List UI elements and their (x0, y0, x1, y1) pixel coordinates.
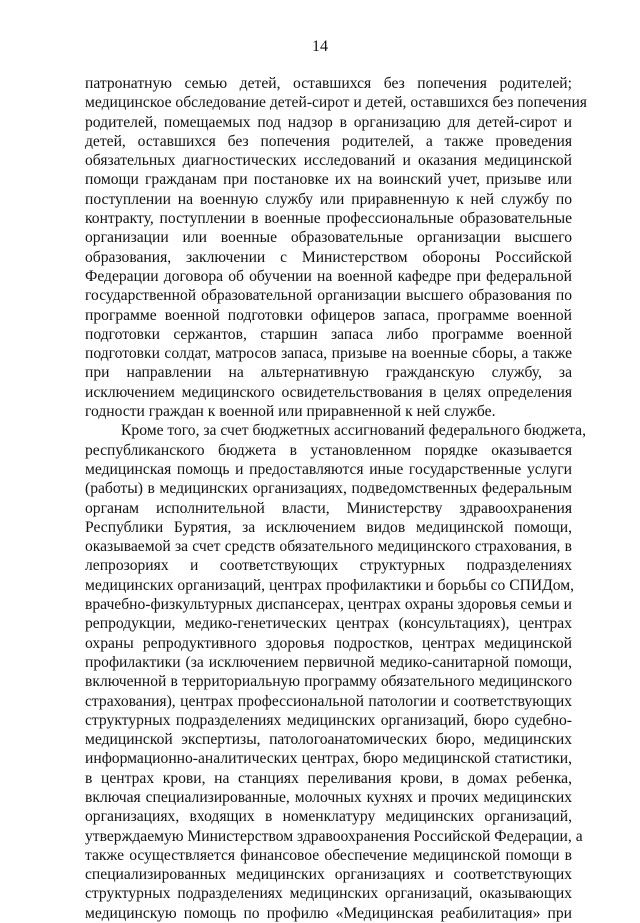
text-line: медицинскую помощь по профилю «Медицинская реабилитация» при (85, 904, 572, 922)
text-line: родителей, помещаемых под надзор в организацию для детей-сирот и (85, 113, 572, 131)
text-line: поступлении на военную службу или приравненную к ней службу по (85, 190, 572, 208)
text-line: репродукции, медико-генетических центрах (консультациях), центрах (85, 615, 572, 633)
text-line: организациях, входящих в номенклатуру медицинских организаций, (85, 808, 572, 826)
text-line: детей, оставшихся без попечения родителей, а также проведения (85, 132, 572, 150)
text-line: включая специализированные, молочных кухнях и прочих медицинских (85, 788, 572, 806)
text-line: программе военной подготовки офицеров запаса, программе военной (85, 306, 572, 324)
text-line: медицинской экспертизы, патологоанатомических бюро, медицинских (85, 731, 572, 749)
text-line: профилактики (за исключением первичной медико-санитарной помощи, (85, 653, 572, 671)
text-line: лепрозориях и соответствующих структурных подразделениях (85, 557, 572, 575)
text-line: информационно-аналитических центрах, бюро медицинской статистики, (85, 750, 572, 768)
text-line: (работы) в медицинских организациях, подведомственных федеральным (85, 480, 572, 498)
text-line: включенной в территориальную программу обязательного медицинского (85, 673, 572, 691)
paragraph-1 (85, 74, 587, 421)
text-line: медицинское обследование детей-сирот и детей, оставшихся без попечения (85, 94, 587, 112)
text-line: Кроме того, за счет бюджетных ассигнований федерального бюджета, (121, 422, 586, 440)
text-line: республиканского бюджета в установленном порядке оказывается (85, 441, 572, 459)
text-line: организации или военные образовательные организации высшего (85, 229, 572, 247)
document-body (85, 74, 587, 923)
paragraph-2 (85, 421, 586, 923)
text-line: органам исполнительной власти, Министерству здравоохранения (85, 499, 572, 517)
text-line: в центрах крови, на станциях переливания крови, в домах ребенка, (85, 769, 572, 787)
text-line: подготовки сержантов, старшин запаса либо программе военной (85, 325, 572, 343)
text-line: структурных подразделениях медицинских организаций, оказывающих (85, 885, 572, 903)
text-line: также осуществляется финансовое обеспечение медицинской помощи в (85, 846, 572, 864)
page-number: 14 (312, 38, 328, 55)
text-line: государственной образовательной организации высшего образования по (85, 287, 572, 305)
text-line: медицинских организаций, центрах профилактики и борьбы со СПИДом, (85, 576, 575, 594)
text-line: страхования), центрах профессиональной патологии и соответствующих (85, 692, 572, 710)
text-line: специализированных медицинских организациях и соответствующих (85, 866, 572, 884)
text-line: Федерации договора об обучении на военной кафедре при федеральной (85, 267, 572, 285)
text-line: подготовки солдат, матросов запаса, призыве на военные сборы, а также (85, 345, 572, 363)
text-line: образования, заключении с Министерством обороны Российской (85, 248, 572, 266)
text-line: охраны репродуктивного здоровья подростков, центрах медицинской (85, 634, 572, 652)
text-line: контракту, поступлении в военные профессиональные образовательные (85, 210, 572, 228)
text-line: оказываемой за счет средств обязательного медицинского страхования, в (85, 538, 572, 556)
text-line: годности граждан к военной или приравненной к ней службе. (85, 403, 496, 421)
text-line: помощи гражданам при постановке их на воинский учет, призыве или (85, 171, 572, 189)
text-line: при направлении на альтернативную гражданскую службу, за (85, 364, 572, 382)
text-line: обязательных диагностических исследований и оказания медицинской (85, 152, 572, 170)
text-line: патронатную семью детей, оставшихся без попечения родителей; (85, 75, 572, 92)
text-line: врачебно-физкультурных диспансерах, центрах охраны здоровья семьи и (85, 596, 572, 614)
text-line: исключением медицинского освидетельствования в целях определения (85, 383, 572, 401)
text-line: структурных подразделениях медицинских организаций, бюро судебно- (85, 711, 572, 729)
text-line: утверждаемую Министерством здравоохранения Российской Федерации, а (85, 827, 583, 845)
text-line: Республики Бурятия, за исключением видов медицинской помощи, (85, 518, 572, 536)
text-line: медицинская помощь и предоставляются иные государственные услуги (85, 460, 572, 478)
